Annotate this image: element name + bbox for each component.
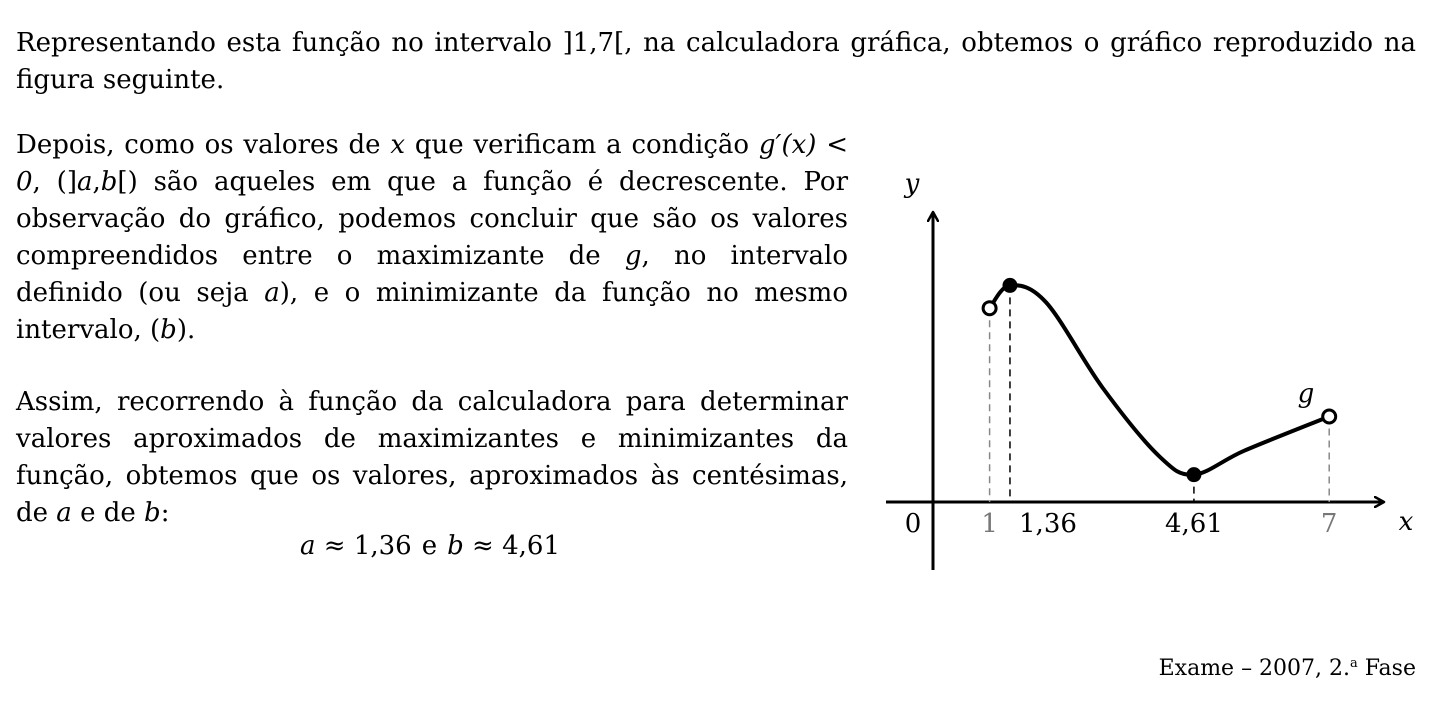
open-point-1 [983,302,996,315]
result-formula: a ≈ 1,36 e b ≈ 4,61 [300,531,560,561]
explanation-paragraph: Depois, como os valores de x que verificam a condição g′(x) < 0, (]a,b[) são aqueles em que a função é decrescente. Por observação do gráfico, podemos concluir que são os valores compreendidos entre o maximizante de g, no intervalo definido (ou seja a), e o minimizante da função no mesmo intervalo, (b). [16,130,848,345]
function-curve [990,285,1330,475]
derivative-condition: g′(x) < 0 [16,130,848,197]
source-citation: Exame – 2007, 2.$^a$ Fase [1158,656,1416,681]
maximum-point [1002,278,1017,293]
x-tick-label-1-36: 1,36 [1019,509,1077,539]
x-tick-label-4-61: 4,61 [1164,509,1223,539]
calculator-paragraph: Assim, recorrendo à função da calculadora para determinar valores aproximados de maximizantes e minimizantes da função, obtemos que os valores, aproximados às centésimas, de a e de b: [16,387,848,528]
intro-paragraph: Representando esta função no intervalo ]1,7[, na calculadora gráfica, obtemos o gráfico reproduzido na figura seguinte. [16,28,1416,95]
open-point-2 [1323,410,1336,423]
function-graph [870,160,1430,580]
x-axis-label: x [1398,507,1414,537]
function-label: g [1297,379,1315,409]
origin-label: 0 [904,509,922,539]
y-axis-label: y [904,169,920,199]
x-tick-label-1: 1 [981,509,998,539]
minimum-point [1186,467,1201,482]
x-tick-label-7: 7 [1320,509,1338,539]
